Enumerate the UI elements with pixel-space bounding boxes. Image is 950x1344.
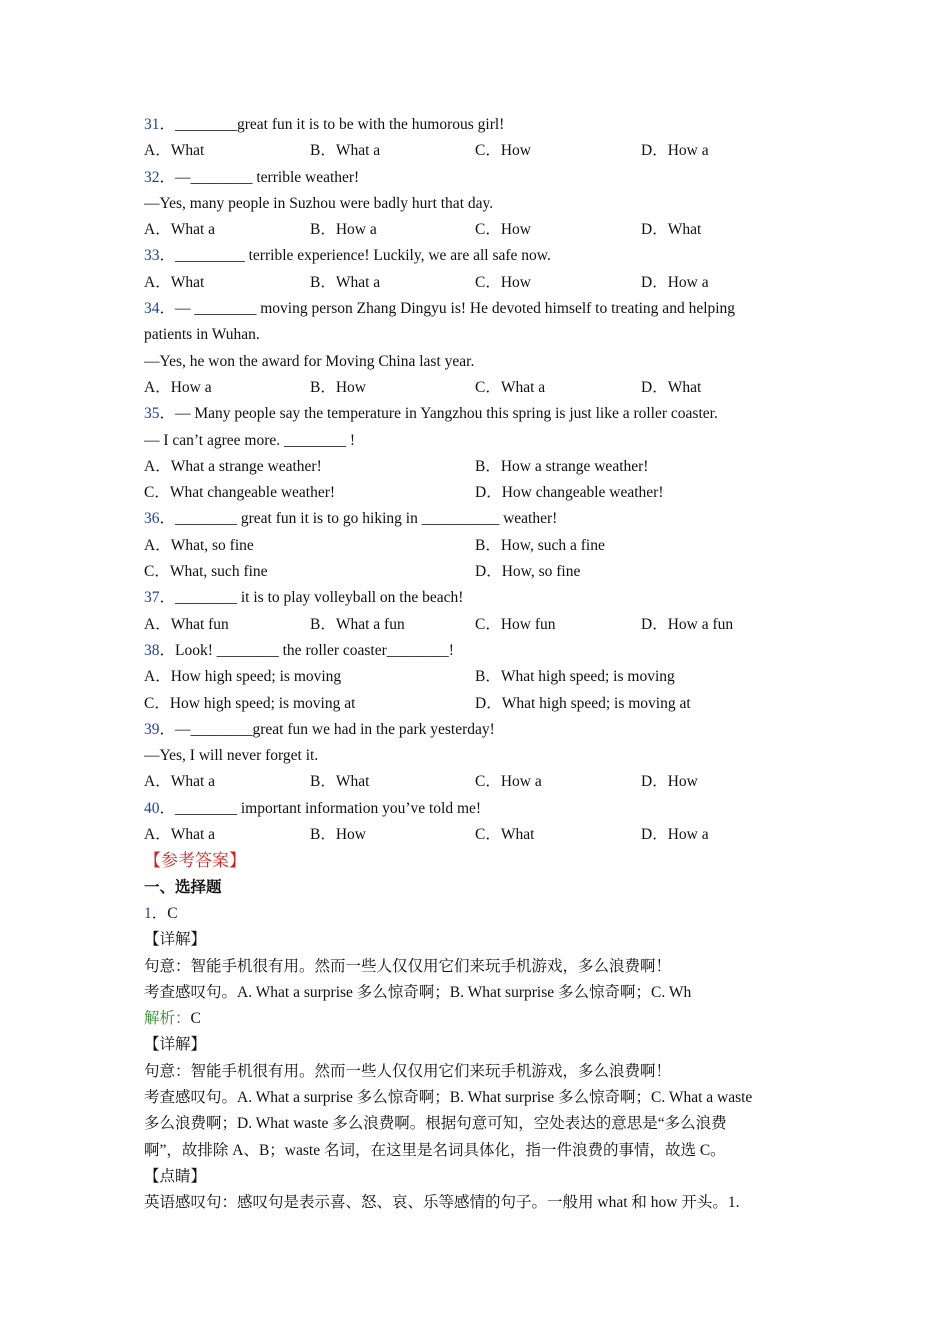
- question-number: 36: [144, 510, 160, 528]
- tip-label: 【点睛】: [144, 1167, 207, 1185]
- option-d: D．How a fun: [641, 615, 734, 633]
- option-a: A．What, so fine: [144, 536, 254, 554]
- detail-label: 【详解】: [144, 931, 207, 949]
- question-stem: ．— Many people say the temperature in Yangzhou this spring is just like a roller coaster.: [159, 405, 718, 423]
- option-a: A．What a: [144, 826, 216, 844]
- option-d: D．How a: [641, 273, 709, 291]
- option-c: C．What changeable weather!: [144, 484, 336, 502]
- option-d: D．How, so fine: [475, 563, 581, 581]
- option-d: D．What high speed; is moving at: [475, 694, 691, 712]
- exam-point-text: 啊”，故排除 A、B；waste 名词，在这里是名词具体化，指一件浪费的事情，故选 C。: [144, 1141, 726, 1159]
- option-a: A．What a: [144, 773, 216, 791]
- options-row: [144, 480, 824, 506]
- question-stem: ．— ________ moving person Zhang Dingyu is! He devoted himself to treating and helping: [159, 300, 736, 318]
- question-34: [144, 296, 824, 322]
- option-d: D．How a: [641, 826, 709, 844]
- answer-number: 1: [144, 904, 152, 922]
- question-stem: ．________great fun it is to be with the humorous girl!: [159, 116, 505, 133]
- option-a: A．What fun: [144, 615, 229, 633]
- meaning-text: 句意：智能手机很有用。然而一些人仅仅用它们来玩手机游戏，多么浪费啊！: [144, 1062, 672, 1080]
- analysis-label: 解析：: [144, 1010, 191, 1028]
- detail-label: 【详解】: [144, 1036, 207, 1054]
- exam-point-text: 考查感叹句。A. What a surprise 多么惊奇啊；B. What surprise 多么惊奇啊；C. What a waste: [144, 1088, 753, 1106]
- exam-point-text: 考查感叹句。A. What a surprise 多么惊奇啊；B. What surprise 多么惊奇啊；C. Wh: [144, 983, 692, 1001]
- answer-section-title: 【参考答案】: [144, 851, 246, 871]
- question-40: [144, 796, 824, 822]
- question-number: 34: [144, 300, 160, 318]
- question-39: [144, 717, 824, 743]
- question-continuation: —Yes, I will never forget it.: [144, 747, 319, 765]
- question-stem: ．________ it is to play volleyball on the beach!: [159, 589, 464, 607]
- option-b: B．What a: [310, 273, 381, 291]
- option-b: B．What: [310, 773, 370, 791]
- option-a: A．How a: [144, 378, 212, 396]
- options-row: [144, 664, 824, 690]
- option-a: A．What a strange weather!: [144, 457, 322, 475]
- option-b: B．How a: [310, 221, 377, 239]
- question-number: 40: [144, 799, 160, 817]
- option-b: B．How a strange weather!: [475, 457, 649, 475]
- option-c: C．What a: [475, 378, 546, 396]
- question-continuation: — I can’t agree more. ________ !: [144, 431, 356, 449]
- question-stem: ．_________ terrible experience! Luckily, we are all safe now.: [159, 247, 551, 265]
- options-row: [144, 533, 824, 559]
- option-c: C．How: [475, 221, 531, 239]
- options-row: [144, 270, 824, 296]
- option-a: A．How high speed; is moving: [144, 668, 342, 686]
- question-stem: ．—________great fun we had in the park yesterday!: [159, 720, 495, 738]
- analysis-line: [144, 1006, 824, 1032]
- option-a: A．What: [144, 273, 205, 291]
- question-31: [144, 112, 824, 138]
- question-continuation: patients in Wuhan.: [144, 326, 260, 344]
- option-c: C．What: [475, 826, 535, 844]
- question-stem: ．________ important information you’ve told me!: [159, 799, 482, 817]
- option-c: C．How a: [475, 773, 542, 791]
- question-number: 37: [144, 589, 160, 607]
- question-32: [144, 165, 824, 191]
- question-continuation: —Yes, many people in Suzhou were badly hurt that day.: [144, 194, 494, 212]
- option-c: C．How: [475, 142, 531, 160]
- option-b: B．What a: [310, 142, 381, 160]
- options-row: [144, 612, 824, 638]
- question-number: 31: [144, 116, 160, 133]
- options-row: [144, 822, 824, 848]
- question-stem: ．Look! ________ the roller coaster________!: [159, 641, 454, 659]
- option-a: A．What a: [144, 221, 216, 239]
- option-b: B．What high speed; is moving: [475, 668, 675, 686]
- option-b: B．How, such a fine: [475, 536, 605, 554]
- option-d: D．How changeable weather!: [475, 484, 664, 502]
- options-row: [144, 691, 824, 717]
- option-d: D．What: [641, 378, 702, 396]
- question-number: 38: [144, 641, 160, 659]
- question-33: [144, 243, 824, 269]
- option-d: D．How a: [641, 142, 709, 160]
- option-b: B．How: [310, 826, 366, 844]
- question-continuation: —Yes, he won the award for Moving China last year.: [144, 352, 475, 370]
- analysis-value: C: [190, 1010, 201, 1028]
- question-36: [144, 506, 824, 532]
- question-number: 39: [144, 720, 160, 738]
- question-number: 35: [144, 405, 160, 423]
- option-d: D．How: [641, 773, 698, 791]
- section-heading: 一、选择题: [144, 878, 222, 896]
- option-c: C．How high speed; is moving at: [144, 694, 356, 712]
- question-stem: ．—________ terrible weather!: [159, 168, 360, 186]
- document-page: [144, 112, 824, 1216]
- question-37: [144, 585, 824, 611]
- options-row: [144, 454, 824, 480]
- question-35: [144, 401, 824, 427]
- tip-text: 英语感叹句：感叹句是表示喜、怒、哀、乐等感情的句子。一般用 what 和 how 开头。1.: [144, 1194, 740, 1212]
- option-b: B．How: [310, 378, 366, 396]
- answer-item-1: [144, 901, 824, 927]
- options-row: [144, 769, 824, 795]
- meaning-text: 句意：智能手机很有用。然而一些人仅仅用它们来玩手机游戏，多么浪费啊！: [144, 957, 672, 975]
- question-stem: ．________ great fun it is to go hiking in __________ weather!: [159, 510, 558, 528]
- options-row: [144, 375, 824, 401]
- option-a: A．What: [144, 142, 205, 160]
- option-b: B．What a fun: [310, 615, 405, 633]
- options-row: [144, 217, 824, 243]
- answer-value: ．C: [151, 904, 178, 922]
- question-38: [144, 638, 824, 664]
- option-c: C．How fun: [475, 615, 556, 633]
- options-row: [144, 559, 824, 585]
- option-c: C．How: [475, 273, 531, 291]
- option-c: C．What, such fine: [144, 563, 268, 581]
- option-d: D．What: [641, 221, 702, 239]
- options-row: [144, 138, 824, 164]
- question-number: 33: [144, 247, 160, 265]
- exam-point-text: 多么浪费啊；D. What waste 多么浪费啊。根据句意可知，空处表达的意思是“多么浪费: [144, 1115, 727, 1133]
- question-number: 32: [144, 168, 160, 186]
